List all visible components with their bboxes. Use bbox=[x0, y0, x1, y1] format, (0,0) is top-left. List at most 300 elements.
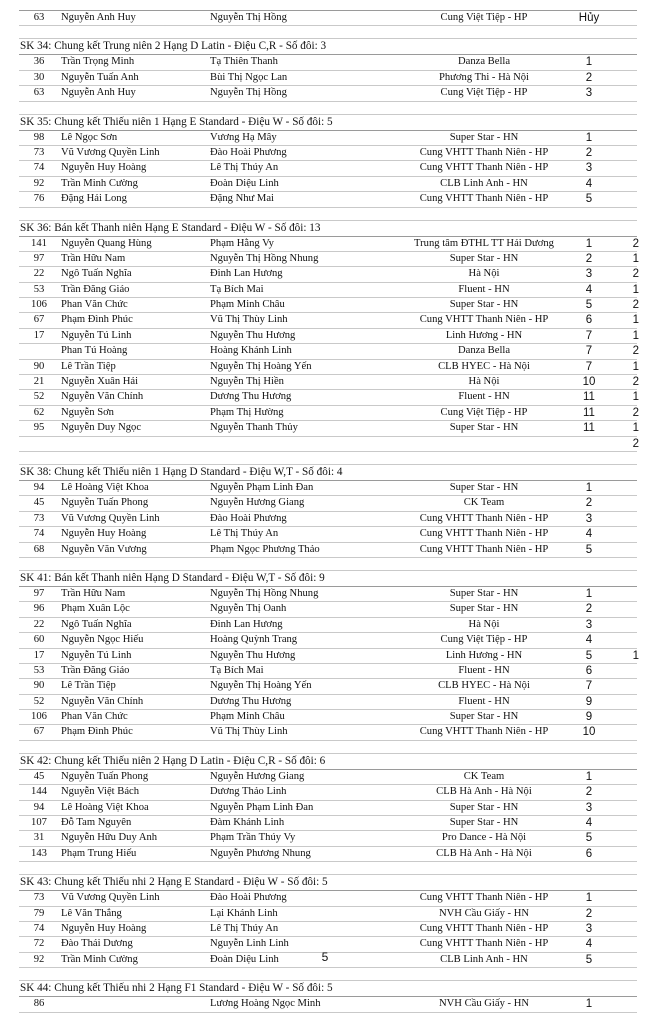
club-name: CK Team bbox=[463, 770, 505, 782]
female-dancer: Nguyễn Phương Nhung bbox=[210, 847, 311, 859]
extra-mark: 1 bbox=[632, 649, 639, 662]
couple-number: 53 bbox=[33, 664, 45, 676]
couple-number: 73 bbox=[33, 892, 45, 904]
female-dancer: Phạm Minh Châu bbox=[210, 299, 285, 311]
table-row bbox=[19, 146, 637, 161]
rank-value: 1 bbox=[585, 481, 593, 494]
table-row bbox=[19, 602, 637, 617]
section-spacer bbox=[19, 26, 637, 39]
rank-value: 3 bbox=[585, 512, 593, 525]
male-dancer: Nguyễn Huy Hoàng bbox=[61, 922, 147, 934]
male-dancer: Nguyễn Việt Bách bbox=[61, 786, 140, 798]
club-name: Cung VHTT Thanh Niên - HP bbox=[419, 146, 549, 158]
male-dancer: Đỗ Tam Nguyên bbox=[61, 817, 132, 829]
club-name: CLB Linh Anh - HN bbox=[440, 177, 528, 189]
rank-value: 4 bbox=[585, 177, 593, 190]
female-dancer: Phạm Thị Hường bbox=[210, 406, 284, 418]
female-dancer: Nguyễn Thị Oanh bbox=[210, 603, 287, 615]
couple-number: 73 bbox=[33, 146, 45, 158]
extra-mark: 1 bbox=[632, 329, 639, 342]
couple-number: 17 bbox=[33, 649, 45, 661]
rank-value: 2 bbox=[585, 146, 593, 159]
section-spacer bbox=[19, 968, 637, 981]
female-dancer: Đàm Khánh Linh bbox=[210, 817, 285, 829]
club-name: NVH Cầu Giấy - HN bbox=[438, 907, 530, 919]
table-row bbox=[19, 725, 637, 740]
rank-value: 2 bbox=[585, 603, 593, 616]
male-dancer: Phan Văn Chức bbox=[61, 299, 128, 311]
female-dancer: Nguyễn Thị Hồng Nhung bbox=[210, 252, 319, 264]
female-dancer: Bùi Thị Ngọc Lan bbox=[210, 71, 288, 83]
male-dancer: Lê Trần Tiệp bbox=[61, 680, 116, 692]
event-title: SK 36: Bán kết Thanh niên Hạng E Standard - Điệu W - Số đôi: 13 bbox=[19, 221, 637, 237]
club-name: Trung tâm ĐTHL TT Hải Dương bbox=[414, 237, 554, 249]
table-row bbox=[19, 618, 637, 633]
couple-number: 22 bbox=[33, 618, 45, 630]
couple-number: 74 bbox=[33, 162, 45, 174]
rank-value: 2 bbox=[585, 71, 593, 84]
female-dancer: Đoàn Diệu Linh bbox=[210, 953, 279, 965]
table-row bbox=[19, 785, 637, 800]
female-dancer: Nguyễn Thanh Thủy bbox=[210, 422, 298, 434]
club-name: CK Team bbox=[463, 497, 505, 509]
couple-number: 98 bbox=[33, 131, 45, 143]
table-row bbox=[19, 922, 637, 937]
rank-value: 1 bbox=[585, 131, 593, 144]
couple-number: 63 bbox=[33, 87, 45, 99]
male-dancer: Nguyễn Tuấn Anh bbox=[61, 71, 139, 83]
male-dancer: Vũ Vương Quyền Linh bbox=[61, 892, 160, 904]
male-dancer: Nguyễn Tuấn Phong bbox=[61, 497, 149, 509]
male-dancer: Lê Trần Tiệp bbox=[61, 360, 116, 372]
extra-mark: 2 bbox=[632, 437, 639, 450]
couple-number: 22 bbox=[33, 268, 45, 280]
male-dancer: Nguyễn Văn Vương bbox=[61, 543, 147, 555]
rank-value: Hủy bbox=[578, 12, 600, 24]
couple-number: 79 bbox=[33, 907, 45, 919]
female-dancer: Đào Hoài Phương bbox=[210, 146, 287, 158]
rank-value: 1 bbox=[585, 770, 593, 783]
couple-number: 95 bbox=[33, 422, 45, 434]
couple-number: 92 bbox=[33, 953, 45, 965]
couple-number: 67 bbox=[33, 726, 45, 738]
male-dancer: Nguyễn Tú Linh bbox=[61, 649, 132, 661]
couple-number: 90 bbox=[33, 360, 45, 372]
female-dancer: Đoàn Diệu Linh bbox=[210, 177, 279, 189]
male-dancer: Nguyễn Anh Huy bbox=[61, 12, 136, 23]
rank-value: 7 bbox=[585, 329, 593, 342]
female-dancer: Lê Thị Thúy An bbox=[210, 528, 279, 540]
table-row bbox=[19, 406, 637, 421]
rank-value: 4 bbox=[585, 528, 593, 541]
male-dancer: Trần Đăng Giáo bbox=[61, 664, 130, 676]
table-row bbox=[19, 421, 637, 436]
table-row bbox=[19, 710, 637, 725]
couple-number: 94 bbox=[33, 481, 45, 493]
table-row bbox=[19, 891, 637, 906]
table-row bbox=[19, 679, 637, 694]
female-dancer: Nguyễn Thu Hương bbox=[210, 329, 296, 341]
rank-value: 4 bbox=[585, 938, 593, 951]
rank-value: 3 bbox=[585, 922, 593, 935]
rank-value: 5 bbox=[585, 193, 593, 206]
male-dancer: Phạm Xuân Lộc bbox=[61, 603, 130, 615]
rank-value: 1 bbox=[585, 587, 593, 600]
male-dancer: Nguyễn Văn Chính bbox=[61, 695, 144, 707]
couple-number: 30 bbox=[33, 71, 45, 83]
couple-number: 52 bbox=[33, 695, 45, 707]
female-dancer: Nguyễn Linh Linh bbox=[210, 938, 289, 950]
table-row bbox=[19, 360, 637, 375]
club-name: Cung VHTT Thanh Niên - HP bbox=[419, 922, 549, 934]
club-name: Fluent - HN bbox=[458, 695, 510, 707]
rank-value: 3 bbox=[585, 801, 593, 814]
male-dancer: Nguyễn Hữu Duy Anh bbox=[61, 832, 158, 844]
table-row bbox=[19, 55, 637, 70]
club-name: Super Star - HN bbox=[449, 131, 519, 143]
rank-value: 11 bbox=[583, 406, 595, 419]
table-row bbox=[19, 481, 637, 496]
couple-number: 76 bbox=[33, 193, 45, 205]
male-dancer: Trần Minh Cường bbox=[61, 953, 138, 965]
table-row bbox=[19, 283, 637, 298]
male-dancer: Vũ Vương Quyền Linh bbox=[61, 146, 160, 158]
male-dancer: Phạm Đình Phúc bbox=[61, 314, 133, 326]
event-title: SK 42: Chung kết Thiếu niên 2 Hạng D Latin - Điệu C,R - Số đôi: 6 bbox=[19, 754, 637, 770]
male-dancer: Đào Thái Dương bbox=[61, 938, 133, 950]
male-dancer: Lê Hoàng Việt Khoa bbox=[61, 801, 149, 813]
club-name: Super Star - HN bbox=[449, 587, 519, 599]
club-name: Super Star - HN bbox=[449, 817, 519, 829]
section-spacer bbox=[19, 862, 637, 875]
table-row bbox=[19, 527, 637, 542]
female-dancer: Nguyễn Phạm Linh Đan bbox=[210, 481, 314, 493]
male-dancer: Vũ Vương Quyền Linh bbox=[61, 512, 160, 524]
couple-number: 45 bbox=[33, 770, 45, 782]
table-row bbox=[19, 313, 637, 328]
event-title: SK 34: Chung kết Trung niên 2 Hạng D Latin - Điệu C,R - Số đôi: 3 bbox=[19, 39, 637, 55]
rank-value: 5 bbox=[585, 543, 593, 556]
club-name: CLB Linh Anh - HN bbox=[440, 953, 528, 965]
male-dancer: Trần Hữu Nam bbox=[61, 587, 126, 599]
club-name: Super Star - HN bbox=[449, 422, 519, 434]
club-name: Cung Việt Tiệp - HP bbox=[440, 634, 528, 646]
rank-value: 6 bbox=[585, 847, 593, 860]
rank-value: 11 bbox=[583, 422, 595, 435]
male-dancer: Nguyễn Xuân Hải bbox=[61, 376, 139, 388]
club-name: Super Star - HN bbox=[449, 481, 519, 493]
event-title: SK 44: Chung kết Thiếu nhi 2 Hạng F1 Standard - Điệu W - Số đôi: 5 bbox=[19, 981, 637, 997]
couple-number: 92 bbox=[33, 177, 45, 189]
club-name: CLB Hà Anh - Hà Nội bbox=[436, 847, 532, 859]
female-dancer: Đinh Lan Hương bbox=[210, 268, 283, 280]
club-name: Hà Nội bbox=[468, 618, 500, 630]
table-row bbox=[19, 390, 637, 405]
rank-value: 5 bbox=[585, 649, 593, 662]
couple-number: 67 bbox=[33, 314, 45, 326]
female-dancer: Đào Hoài Phương bbox=[210, 512, 287, 524]
couple-number: 94 bbox=[33, 801, 45, 813]
male-dancer: Nguyễn Ngọc Hiếu bbox=[61, 634, 144, 646]
male-dancer: Lê Ngọc Sơn bbox=[61, 131, 118, 143]
couple-number: 106 bbox=[31, 299, 47, 311]
club-name: NVH Cầu Giấy - HN bbox=[438, 998, 530, 1010]
club-name: Fluent - HN bbox=[458, 391, 510, 403]
club-name: Cung VHTT Thanh Niên - HP bbox=[419, 892, 549, 904]
extra-mark: 1 bbox=[632, 391, 639, 404]
rank-value: 5 bbox=[585, 299, 593, 312]
rank-value: 4 bbox=[585, 634, 593, 647]
couple-number: 52 bbox=[33, 391, 45, 403]
club-name: Hà Nội bbox=[468, 268, 500, 280]
female-dancer: Tạ Thiên Thanh bbox=[210, 56, 278, 68]
table-row bbox=[19, 237, 637, 252]
extra-mark: 1 bbox=[632, 314, 639, 327]
couple-number: 17 bbox=[33, 329, 45, 341]
table-row bbox=[19, 543, 637, 558]
couple-number: 86 bbox=[33, 998, 45, 1010]
rank-value: 10 bbox=[582, 376, 596, 389]
male-dancer: Nguyễn Duy Ngọc bbox=[61, 422, 142, 434]
female-dancer: Nguyễn Thu Hương bbox=[210, 649, 296, 661]
male-dancer: Lê Hoàng Việt Khoa bbox=[61, 481, 149, 493]
couple-number: 60 bbox=[33, 634, 45, 646]
male-dancer: Lê Văn Thắng bbox=[61, 907, 122, 919]
club-name: Super Star - HN bbox=[449, 801, 519, 813]
couple-number: 97 bbox=[33, 587, 45, 599]
club-name: CLB HYEC - Hà Nội bbox=[438, 360, 530, 372]
female-dancer: Nguyễn Thị Hiền bbox=[210, 376, 284, 388]
event-title: SK 35: Chung kết Thiếu niên 1 Hạng E Standard - Điệu W - Số đôi: 5 bbox=[19, 115, 637, 131]
female-dancer: Vũ Thị Thùy Linh bbox=[210, 726, 288, 738]
rank-value: 5 bbox=[585, 832, 593, 845]
couple-number: 97 bbox=[33, 252, 45, 264]
table-row bbox=[19, 664, 637, 679]
club-name: Cung VHTT Thanh Niên - HP bbox=[419, 512, 549, 524]
couple-number: 68 bbox=[33, 543, 45, 555]
section-spacer bbox=[19, 452, 637, 465]
rank-value: 3 bbox=[585, 87, 593, 100]
female-dancer: Hoàng Quỳnh Trang bbox=[210, 634, 298, 646]
female-dancer: Phạm Hằng Vy bbox=[210, 237, 274, 249]
table-row bbox=[19, 801, 637, 816]
couple-number: 63 bbox=[33, 12, 45, 23]
table-row bbox=[19, 587, 637, 602]
rank-value: 2 bbox=[585, 252, 593, 265]
male-dancer: Trần Đăng Giáo bbox=[61, 283, 130, 295]
event-title: SK 38: Chung kết Thiếu niên 1 Hạng D Standard - Điệu W,T - Số đôi: 4 bbox=[19, 465, 637, 481]
table-row bbox=[19, 71, 637, 86]
female-dancer: Đào Hoài Phương bbox=[210, 892, 287, 904]
rank-value: 3 bbox=[585, 268, 593, 281]
rank-value: 1 bbox=[585, 56, 593, 69]
extra-mark: 1 bbox=[632, 252, 639, 265]
male-dancer: Trần Trọng Minh bbox=[61, 56, 135, 68]
couple-number: 45 bbox=[33, 497, 45, 509]
male-dancer: Phan Tú Hoàng bbox=[61, 345, 128, 357]
event-title: SK 41: Bán kết Thanh niên Hạng D Standard - Điệu W,T - Số đôi: 9 bbox=[19, 571, 637, 587]
extra-mark: 2 bbox=[632, 268, 639, 281]
club-name: Cung Việt Tiệp - HP bbox=[440, 87, 528, 99]
club-name: Hà Nội bbox=[468, 376, 500, 388]
table-row bbox=[19, 161, 637, 176]
female-dancer: Lê Thị Thúy An bbox=[210, 922, 279, 934]
club-name: Cung VHTT Thanh Niên - HP bbox=[419, 726, 549, 738]
club-name: Cung VHTT Thanh Niên - HP bbox=[419, 193, 549, 205]
female-dancer: Nguyễn Thị Hoàng Yến bbox=[210, 680, 312, 692]
male-dancer: Phạm Đình Phúc bbox=[61, 726, 133, 738]
club-name: Phương Thi - Hà Nội bbox=[438, 71, 529, 83]
male-dancer: Ngô Tuấn Nghĩa bbox=[61, 618, 132, 630]
couple-number: 144 bbox=[31, 786, 47, 798]
table-row bbox=[19, 344, 637, 359]
table-row bbox=[19, 437, 637, 452]
female-dancer: Hoàng Khánh Linh bbox=[210, 345, 292, 357]
club-name: Cung VHTT Thanh Niên - HP bbox=[419, 938, 549, 950]
female-dancer: Tạ Bích Mai bbox=[210, 283, 264, 295]
couple-number: 21 bbox=[33, 376, 45, 388]
section-spacer bbox=[19, 102, 637, 115]
table-row bbox=[19, 329, 637, 344]
female-dancer: Vương Hạ Mây bbox=[210, 131, 277, 143]
table-row bbox=[19, 816, 637, 831]
female-dancer: Nguyễn Thị Hồng bbox=[210, 12, 287, 23]
table-row bbox=[19, 512, 637, 527]
female-dancer: Nguyễn Hương Giang bbox=[210, 770, 305, 782]
couple-number: 62 bbox=[33, 406, 45, 418]
club-name: Linh Hương - HN bbox=[445, 329, 523, 341]
table-row bbox=[19, 10, 637, 26]
club-name: Cung VHTT Thanh Niên - HP bbox=[419, 543, 549, 555]
table-row bbox=[19, 907, 637, 922]
rank-value: 2 bbox=[585, 786, 593, 799]
table-row bbox=[19, 252, 637, 267]
couple-number: 107 bbox=[31, 817, 47, 829]
couple-number: 106 bbox=[31, 711, 47, 723]
extra-mark: 2 bbox=[632, 406, 639, 419]
rank-value: 1 bbox=[585, 237, 593, 250]
table-row bbox=[19, 375, 637, 390]
female-dancer: Lương Hoàng Ngọc Minh bbox=[210, 998, 321, 1010]
female-dancer: Tạ Bích Mai bbox=[210, 664, 264, 676]
table-row bbox=[19, 131, 637, 146]
extra-mark: 2 bbox=[632, 376, 639, 389]
club-name: Danza Bella bbox=[457, 56, 511, 68]
results-page bbox=[19, 10, 637, 1013]
female-dancer: Phạm Minh Châu bbox=[210, 711, 285, 723]
female-dancer: Nguyễn Hương Giang bbox=[210, 497, 305, 509]
table-row bbox=[19, 192, 637, 207]
rank-value: 2 bbox=[585, 907, 593, 920]
female-dancer: Nguyễn Thị Hồng bbox=[210, 87, 287, 99]
rank-value: 6 bbox=[585, 664, 593, 677]
male-dancer: Phạm Trung Hiếu bbox=[61, 847, 137, 859]
rank-value: 9 bbox=[585, 711, 593, 724]
extra-mark: 1 bbox=[632, 422, 639, 435]
male-dancer: Đặng Hải Long bbox=[61, 193, 127, 205]
rank-value: 6 bbox=[585, 314, 593, 327]
club-name: Danza Bella bbox=[457, 345, 511, 357]
event-title: SK 43: Chung kết Thiếu nhi 2 Hạng E Standard - Điệu W - Số đôi: 5 bbox=[19, 875, 637, 891]
rank-value: 1 bbox=[585, 998, 593, 1011]
table-row bbox=[19, 847, 637, 862]
female-dancer: Nguyễn Thị Hoàng Yến bbox=[210, 360, 312, 372]
extra-mark: 1 bbox=[632, 360, 639, 373]
page-number: 5 bbox=[321, 950, 329, 964]
female-dancer: Đặng Như Mai bbox=[210, 193, 274, 205]
female-dancer: Nguyễn Thị Hồng Nhung bbox=[210, 587, 319, 599]
male-dancer: Nguyễn Huy Hoàng bbox=[61, 162, 147, 174]
female-dancer: Dương Thu Hương bbox=[210, 391, 292, 403]
table-row bbox=[19, 496, 637, 511]
club-name: CLB Hà Anh - Hà Nội bbox=[436, 786, 532, 798]
table-row bbox=[19, 649, 637, 664]
female-dancer: Phạm Ngọc Phương Thảo bbox=[210, 543, 320, 555]
male-dancer: Trần Minh Cường bbox=[61, 177, 138, 189]
rank-value: 11 bbox=[583, 391, 595, 404]
section-spacer bbox=[19, 558, 637, 571]
extra-mark: 1 bbox=[632, 283, 639, 296]
female-dancer: Vũ Thị Thùy Linh bbox=[210, 314, 288, 326]
club-name: Pro Dance - Hà Nội bbox=[441, 832, 527, 844]
rank-value: 2 bbox=[585, 497, 593, 510]
female-dancer: Phạm Trần Thúy Vy bbox=[210, 832, 296, 844]
club-name: Cung Việt Tiệp - HP bbox=[440, 12, 528, 23]
section-spacer bbox=[19, 208, 637, 221]
couple-number: 143 bbox=[31, 847, 47, 859]
section-spacer bbox=[19, 741, 637, 754]
female-dancer: Đinh Lan Hương bbox=[210, 618, 283, 630]
club-name: Fluent - HN bbox=[458, 283, 510, 295]
club-name: Cung Việt Tiệp - HP bbox=[440, 406, 528, 418]
table-row bbox=[19, 177, 637, 192]
extra-mark: 2 bbox=[632, 299, 639, 312]
extra-mark: 2 bbox=[632, 345, 639, 358]
female-dancer: Nguyễn Phạm Linh Đan bbox=[210, 801, 314, 813]
table-row bbox=[19, 695, 637, 710]
couple-number: 96 bbox=[33, 603, 45, 615]
rank-value: 9 bbox=[585, 695, 593, 708]
rank-value: 7 bbox=[585, 360, 593, 373]
table-row bbox=[19, 267, 637, 282]
table-row bbox=[19, 997, 637, 1012]
couple-number: 53 bbox=[33, 283, 45, 295]
female-dancer: Lê Thị Thúy An bbox=[210, 162, 279, 174]
table-row bbox=[19, 633, 637, 648]
couple-number: 72 bbox=[33, 938, 45, 950]
rank-value: 10 bbox=[582, 726, 596, 739]
male-dancer: Ngô Tuấn Nghĩa bbox=[61, 268, 132, 280]
male-dancer: Nguyễn Sơn bbox=[61, 406, 114, 418]
rank-value: 4 bbox=[585, 817, 593, 830]
couple-number: 74 bbox=[33, 922, 45, 934]
table-row bbox=[19, 298, 637, 313]
club-name: Linh Hương - HN bbox=[445, 649, 523, 661]
male-dancer: Nguyễn Huy Hoàng bbox=[61, 528, 147, 540]
female-dancer: Dương Thảo Linh bbox=[210, 786, 287, 798]
table-row bbox=[19, 86, 637, 101]
event-sections bbox=[19, 26, 637, 1012]
rank-value: 5 bbox=[585, 953, 593, 966]
rank-value: 1 bbox=[585, 892, 593, 905]
club-name: Cung VHTT Thanh Niên - HP bbox=[419, 528, 549, 540]
club-name: Cung VHTT Thanh Niên - HP bbox=[419, 162, 549, 174]
couple-number: 31 bbox=[33, 832, 45, 844]
male-dancer: Nguyễn Anh Huy bbox=[61, 87, 136, 99]
rank-value: 7 bbox=[585, 680, 593, 693]
club-name: Super Star - HN bbox=[449, 252, 519, 264]
extra-mark: 2 bbox=[632, 237, 639, 250]
